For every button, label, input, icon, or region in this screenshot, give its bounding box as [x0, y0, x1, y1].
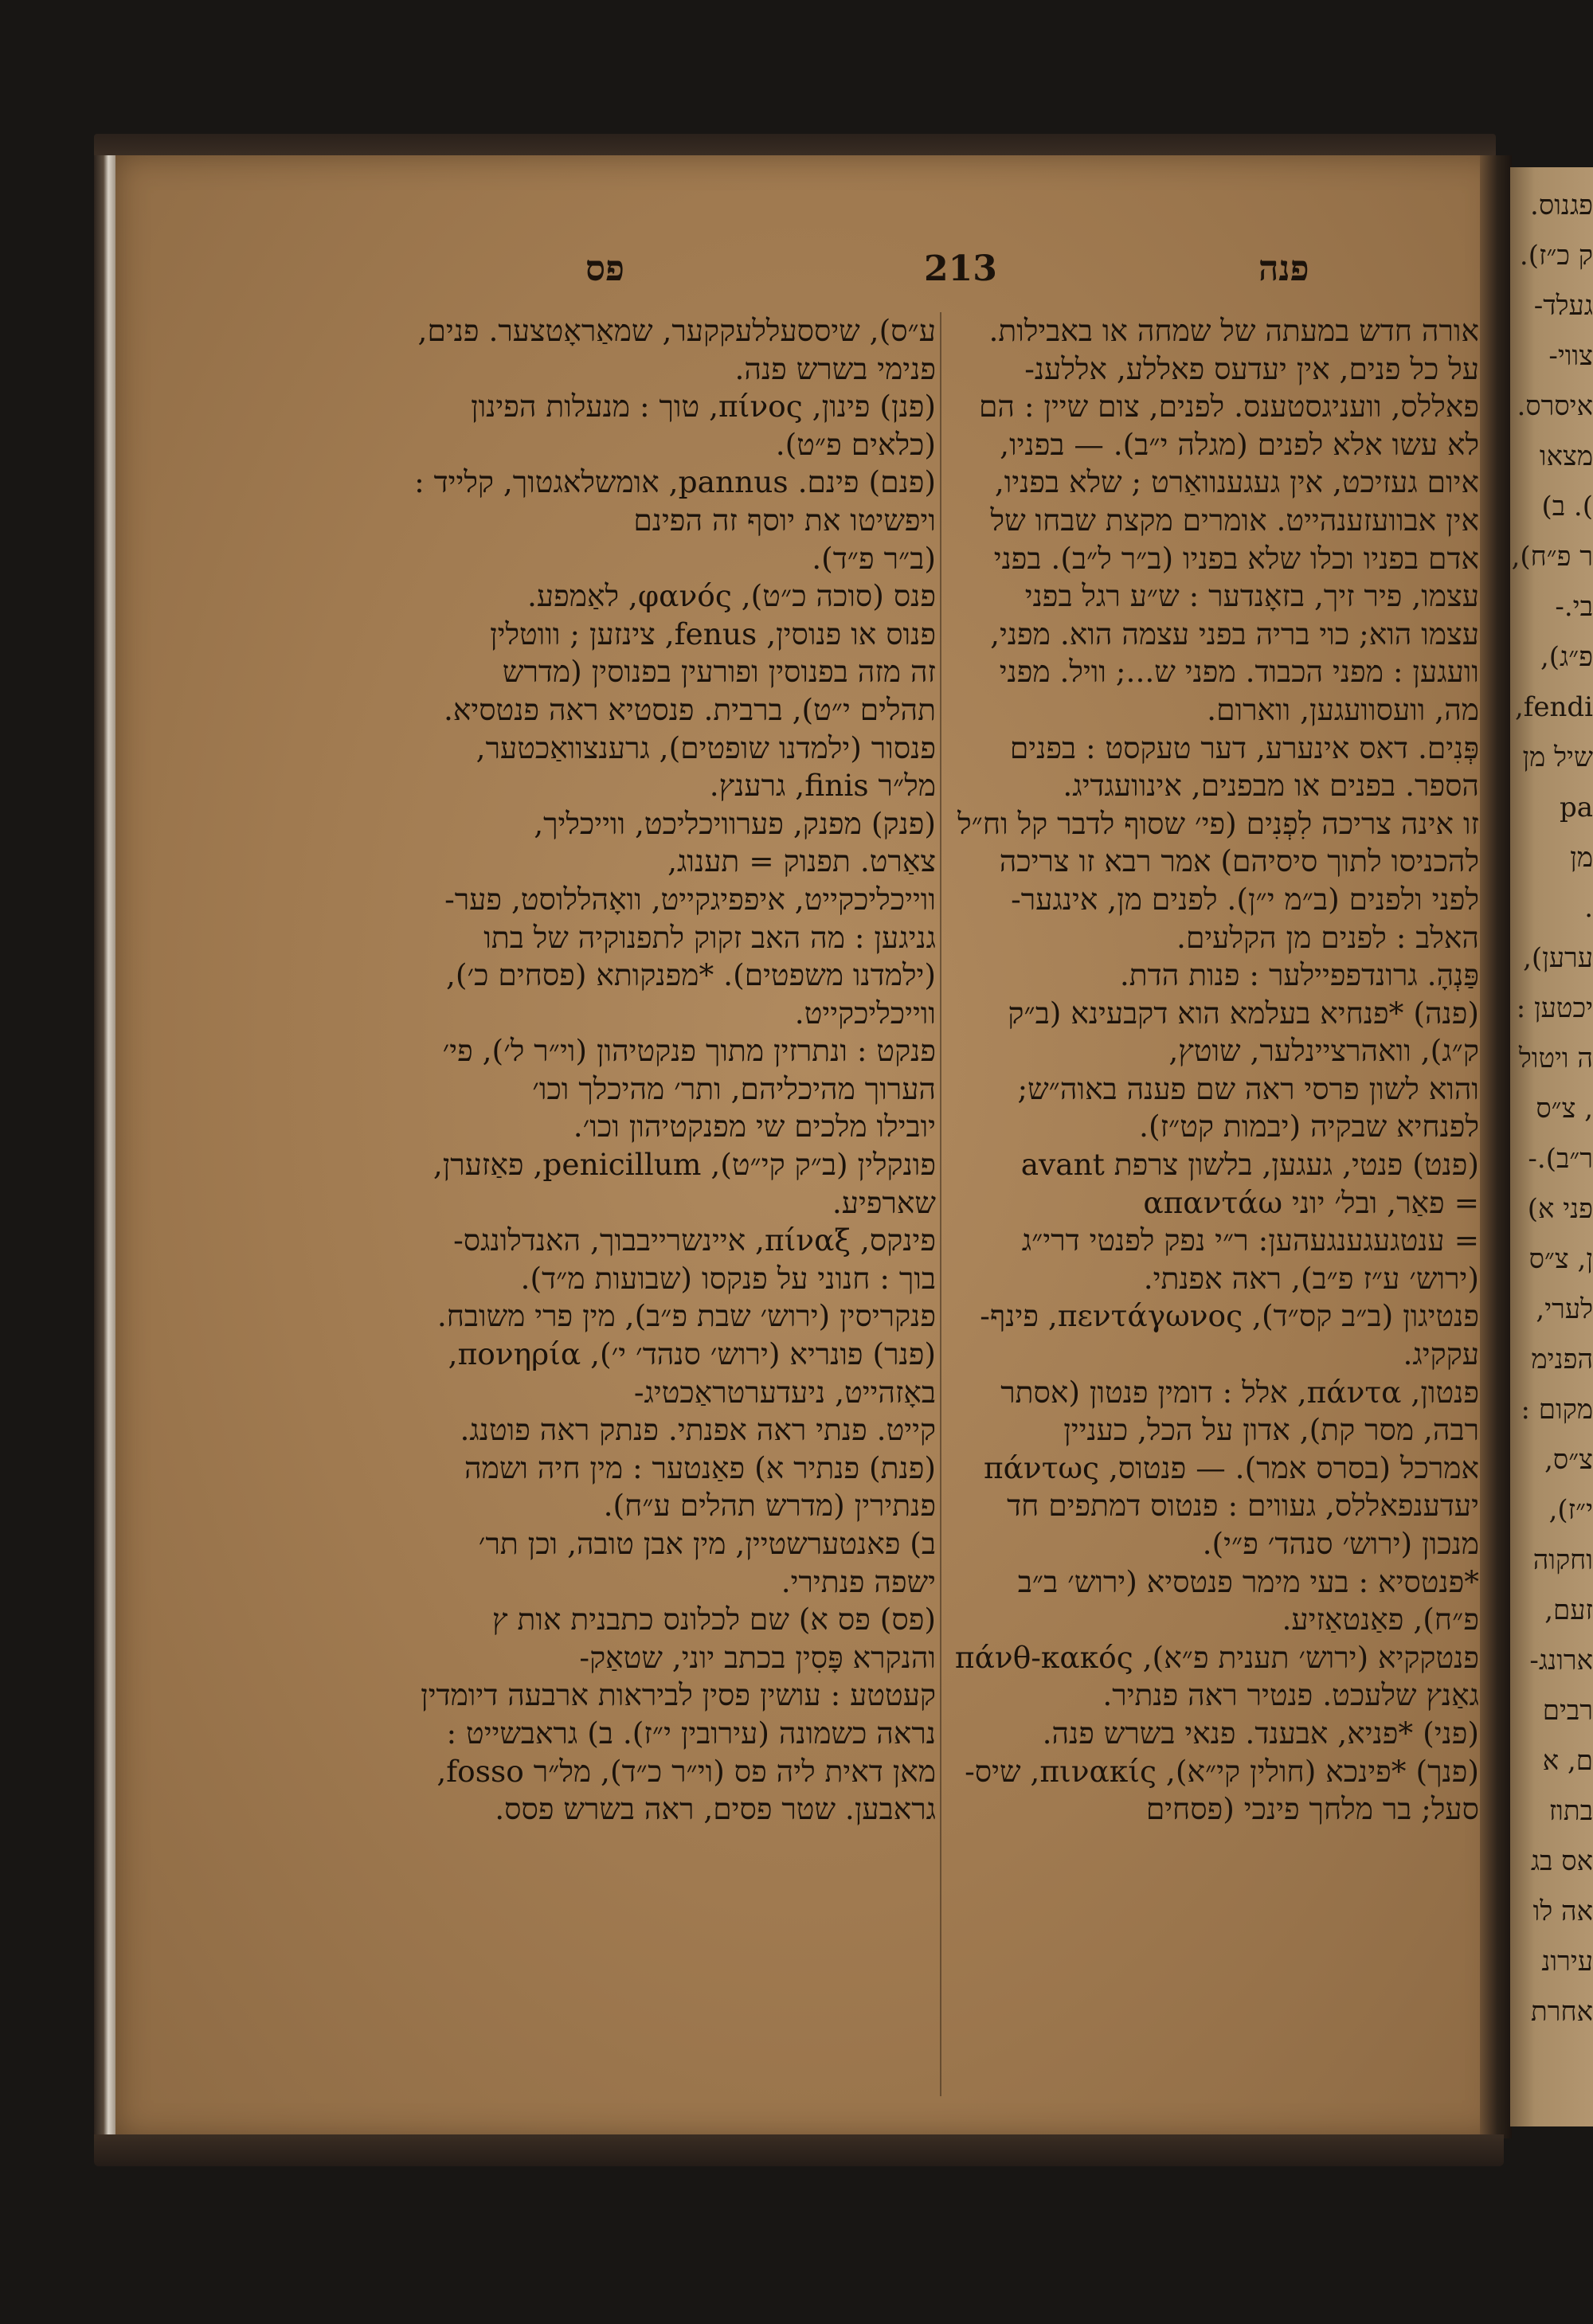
text-line: הספר. בפנים או מבפנים, אינוועגדיג. — [1063, 768, 1479, 804]
text-line: והוא לשון פרסי ראה שם פענה באוה״ש; — [1017, 1070, 1479, 1106]
text-line: קעטטע : עושין פסין לביראות ארבעה דיומדין — [421, 1677, 936, 1713]
text-line: (פנן) פינון, πίνος, טוך : מנעלות הפינון — [471, 389, 936, 425]
text-line: רבה, מסר קת), אדון על הכל, כעניין — [1063, 1412, 1479, 1448]
text-line: (פנת) פנתיר א) פאַנטער : מין חיה ושמה — [464, 1450, 936, 1485]
text-line: (פנר) פונריא (ירוש׳ סנהד׳ י׳), πονηρία, — [448, 1336, 936, 1372]
text-line: *פנטסיא : בעי מימר פנטסיא (ירוש׳ ב״ב — [1017, 1563, 1479, 1599]
text-line: וחקוה — [1532, 1544, 1593, 1576]
text-line: לא עשו אלא לפנים (מגלה י״ב). — בפניו, — [1000, 426, 1479, 462]
text-line: ה ויטול — [1518, 1043, 1593, 1074]
text-line: ק״ג), וואהרציינלער, שוטץ, — [1168, 1033, 1479, 1069]
text-line: לערי, — [1536, 1293, 1593, 1325]
text-line: שיל מן — [1522, 741, 1593, 773]
text-line: הערוך מהיכליהם, ותר׳ מהיכלך וכו׳ — [532, 1070, 936, 1106]
text-line: מל״ר finis, גרענץ. — [709, 768, 936, 804]
text-line: = פאַר, ובל׳ יוני απαντάω — [1143, 1184, 1479, 1220]
text-line: גראבען. שטר פסים, ראה בשרש פסס. — [495, 1791, 936, 1827]
text-line: נראה כשמונה (עירובין י״ז). ב) גראבשייט : — [446, 1715, 936, 1751]
text-line: פַּנְהָ. גרונדפפיילער : פנות הדת. — [1119, 957, 1479, 993]
text-line: ב) פאנטערשטיין, מין אבן טובה, וכן תר׳ — [478, 1526, 936, 1561]
text-line: (ילמדנו משפטים). *מפנקותא (פסחים כ׳), — [445, 957, 936, 993]
text-line: והנקרא פָּסִין בכתב יוני, שטאַק- — [579, 1639, 936, 1675]
text-line: ווייכליכקייט, איפפיגקייט, וואָהללוסט, פער- — [444, 881, 936, 917]
text-line: להכניסו לתוך סיסיהם) אמר רבא זו צריכה — [999, 843, 1479, 879]
text-line: זו אינה צריכה לִפְנִים (פי׳ שסוף לדבר קל וח״ל — [957, 805, 1479, 841]
text-line: פני א) — [1527, 1193, 1593, 1225]
text-line: זעם, — [1544, 1594, 1593, 1626]
text-line: גניגען : מה האב זקוק לתפנוקיה של בתו — [483, 919, 936, 955]
text-line: = ענטגעגענגעהען: ר״י נפק לפנטי דרי״ג — [1021, 1223, 1479, 1258]
book-gutter — [1480, 155, 1512, 2138]
text-line: פנקריסין (ירוש׳ שבת פ״ב), מין פרי משובח. — [436, 1298, 936, 1334]
book-cover-top-edge — [94, 134, 1496, 158]
text-line: ישפה פנתירי. — [781, 1563, 936, 1599]
text-line: ק כ״ז). — [1519, 240, 1593, 272]
text-line: מאן דאית ליה פס (וי״ר כ״ד), מל״ר fosso, — [436, 1753, 936, 1789]
text-line: אדם בפניו וכלו שלא בפניו (ב״ר ל״ב). בפני — [993, 540, 1479, 576]
text-line: פנטקקיא (ירוש׳ תענית פ״א), πάνθ-κακός — [954, 1639, 1479, 1675]
text-line: פנטון, πάντα, אלל : דומין פנטון (אסתר — [1000, 1374, 1479, 1410]
text-line: אה לו — [1532, 1896, 1593, 1927]
text-line: (פנט) פנטי, געגען, בלשון צרפת avant — [1020, 1147, 1479, 1183]
text-line: בתוז — [1548, 1795, 1593, 1827]
text-line: פינקס, πίναξ, איינשרייבבוך, האנדלונגס- — [453, 1223, 936, 1258]
text-line: מצאו — [1539, 440, 1593, 472]
text-line: צווי- — [1548, 340, 1593, 372]
text-line: לפנחיא שבקיה (יבמות קט״ז). — [1139, 1109, 1479, 1144]
text-line: באָזהייט, ניעדערטראַכטיג- — [633, 1374, 936, 1410]
text-line: יכטען : — [1516, 992, 1593, 1024]
text-line: האלב : לפנים מן הקלעים. — [1176, 919, 1479, 955]
text-line: שארפיע. — [832, 1184, 936, 1220]
text-line: ר פ״ח), — [1511, 541, 1593, 573]
header-left-word: פס — [585, 248, 624, 289]
text-line: (פנק) מפנק, פערוויכליכט, ווייכליך, — [534, 805, 936, 841]
text-line: וועגען : מפני הכבוד. מפני ש...; וויל. מפני — [999, 654, 1479, 690]
text-line: (ב״ר פ״ד). — [812, 540, 936, 576]
text-line: פ״ח), פאַנטאַזיע. — [1282, 1602, 1479, 1637]
text-line: מנכון (ירוש׳ סנהד׳ פ״י). — [1202, 1526, 1479, 1561]
text-line: גאַנץ שלעכט. פנטיר ראה פנתיר. — [1102, 1677, 1479, 1713]
text-line: פְּנִים. דאס אינערע, דער טעקסט : בפנים — [1009, 730, 1479, 765]
text-line: סעל; בר מלחך פינכי (פסחים — [1145, 1791, 1479, 1827]
text-line: הפנימ — [1531, 1344, 1593, 1375]
text-line: pa — [1559, 792, 1593, 824]
text-line: אמרכל (בסרס אמר). — פנטוס, πάντως — [983, 1450, 1479, 1485]
text-line: רבים — [1542, 1695, 1593, 1727]
book-cover-left-edge — [94, 155, 118, 2138]
text-line: פאללס, וועניגסטענס. לפנים, צום שיין : הם — [978, 389, 1479, 425]
text-line: מקום : — [1521, 1394, 1593, 1426]
text-line: פגנוס. — [1530, 190, 1593, 221]
text-line: מן — [1570, 842, 1593, 874]
text-line: (פנך) *פינכא (חולין קי״א), πινακίς, שיס- — [965, 1753, 1479, 1789]
text-line: פנס (סוכה כ״ט), φανός, לאַמפע. — [526, 578, 936, 614]
text-line: fendi, — [1514, 691, 1593, 723]
text-line: פ״ג), — [1540, 641, 1593, 673]
text-line: (ירוש׳ ע״ז פ״ב), ראה אפנתי. — [1143, 1260, 1479, 1296]
text-line: פנוס או פנוסין, fenus, צינזען ; וווטלין — [490, 616, 936, 651]
column-divider — [940, 312, 941, 2096]
text-line: תהלים י״ט), ברבית. פנסטיא ראה פנטסיא. — [443, 691, 936, 727]
text-line: איום געזיכט, אין געגענוואַרט ; שלא בפניו, — [994, 464, 1479, 500]
text-line: צ״ס, — [1544, 1444, 1593, 1476]
text-line: . — [1584, 892, 1593, 924]
text-line: עצמו הוא; כוי בריה בפני עצמה הוא. מפני, — [990, 616, 1479, 651]
text-line: יעדענפאללס, געווים : פנטוס דמתפים חד — [1007, 1488, 1479, 1524]
text-line: ן, צ״ס — [1528, 1243, 1593, 1275]
text-line: אחרת — [1531, 1996, 1593, 2028]
text-line: בי.- — [1555, 591, 1593, 623]
text-line: געלד- — [1533, 290, 1593, 322]
text-line: בוך : חנוני על פנקסו (שבועות מ״ד). — [520, 1260, 936, 1296]
text-line: פנטיגון (ב״ב קס״ד), πεντάγωνος, פינף- — [980, 1298, 1479, 1334]
text-line: ). ב) — [1541, 491, 1593, 522]
text-line: לפני ולפנים (ב״מ י״ן). לפנים מן, אינגער- — [1011, 881, 1479, 917]
text-line: על כל פנים, אין יעדעס פאללע, אללענ- — [1024, 350, 1479, 386]
text-line: עצמו, פיר זיך, בזאָנדער : ש״ע רגל בפני — [1024, 578, 1479, 614]
text-line: ם, א — [1542, 1745, 1593, 1777]
text-line: אורה חדש במעתה של שמחה או באבילות. — [988, 313, 1479, 348]
text-line: י״ז), — [1548, 1494, 1593, 1526]
text-line: פנקט : ונתרזין מתוך פנקטיהון (וי״ר ל׳), פי׳ — [442, 1033, 936, 1069]
text-line: אין אבוועזענהייט. אומרים מקצת שבחו של — [990, 502, 1479, 538]
text-line: , צ״ס — [1536, 1093, 1593, 1125]
text-line: ערען), — [1523, 942, 1593, 974]
text-line: קייט. פנתי ראה אפנתי. פנתק ראה פוטנג. — [460, 1412, 936, 1448]
text-line: יובילו מלכים שי מפנקטיהון וכו׳. — [573, 1109, 936, 1144]
text-line: פנימי בשרש פנה. — [734, 350, 936, 386]
text-line: פנסור (ילמדנו שופטים), גרענצוואַכטער, — [476, 730, 936, 765]
text-line: מה, וועסוועגען, ווארום. — [1207, 691, 1479, 727]
text-line: עירונ — [1541, 1946, 1593, 1978]
left-column — [350, 312, 936, 2128]
page-number: 213 — [924, 248, 997, 289]
facing-page-edge — [1510, 167, 1593, 2126]
text-line: פונקלין (ב״ק קי״ט), penicillum, פאַזערן, — [432, 1147, 936, 1183]
text-line: ארונג- — [1529, 1645, 1593, 1676]
right-column — [949, 312, 1479, 2128]
text-line: איסרס. — [1517, 390, 1593, 422]
book-cover-bottom-edge — [94, 2134, 1504, 2166]
text-line: ווייכליכקייט. — [794, 995, 936, 1031]
text-line: זה מזה בפנוסין ופורעין בפנוסין (מדרש — [502, 654, 936, 690]
text-line: (פס) פס א) שם לכלונס כתבנית אות ץ — [492, 1602, 936, 1637]
text-line: פנתירין (מדרש תהלים ע״ח). — [603, 1488, 936, 1524]
text-line: (פני) *פניא, אבענד. פנאי בשרש פנה. — [1042, 1715, 1479, 1751]
text-line: אס בג — [1530, 1845, 1593, 1877]
header-right-word: פנה — [1258, 248, 1309, 289]
text-line: ע״ס), שיססעללעקקער, שמאַראָטצער. פנים, — [417, 313, 936, 348]
text-line: (פנם) פינם. pannus, אומשלאגטוך, קלייד : — [414, 464, 936, 500]
text-line: ויפשיטו את יוסף זה הפינם — [633, 502, 936, 538]
text-line: עקקיג. — [1403, 1336, 1479, 1372]
text-line: (כלאים פ״ט). — [775, 426, 936, 462]
text-line: (פנה) *פנחיא בעלמא הוא דקבעינא (ב״ק — [1008, 995, 1479, 1031]
text-line: ר״ב).- — [1528, 1143, 1593, 1175]
text-line: צאַרט. תפנוק = תענוג, — [667, 843, 936, 879]
